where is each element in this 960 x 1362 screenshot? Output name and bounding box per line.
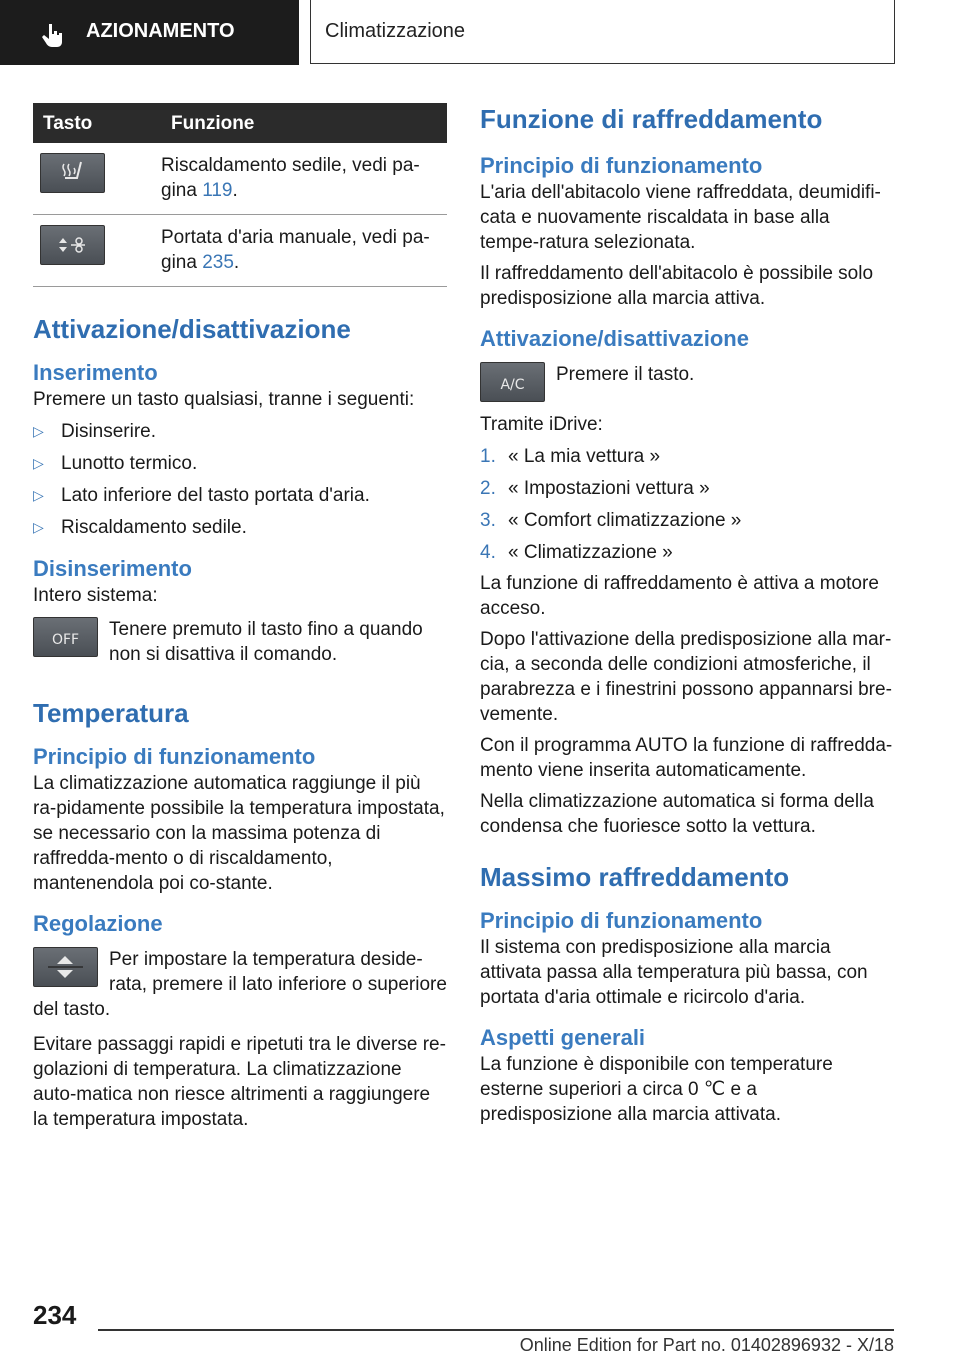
row-text: Riscaldamento sedile, vedi pa-gina: [161, 155, 420, 201]
paragraph: Il raffreddamento dell'abitacolo è possibile solo predisposizione alla marcia attiva.: [480, 263, 874, 309]
heading-raffreddamento: Funzione di raffreddamento: [480, 104, 823, 134]
right-column: [480, 103, 894, 1127]
section-label: AZIONAMENTO: [86, 20, 235, 42]
paragraph: Dopo l'attivazione della predisposizione alla mar-cia, a seconda delle condizioni atmosferiche, il parabrezza e i finestrini possono appannarsi bre-vemente.: [480, 629, 892, 725]
row-text: Portata d'aria manuale, vedi pa-gina: [161, 227, 430, 273]
evitare-text: Evitare passaggi rapidi e ripetuti tra le diverse re-golazioni di temperatura. La climatizzazione auto-matica non riesce altrimenti a raggiungere la temperatura impostata.: [33, 1034, 446, 1130]
table-row: Portata d'aria manuale, vedi pa-gina 235.: [33, 215, 447, 287]
header-title-box: [310, 0, 895, 64]
heading-regolazione: Regolazione: [33, 911, 163, 936]
paragraph: L'aria dell'abitacolo viene raffreddata, deumidifi-cata e nuovamente riscaldata in base alla tempe-ratura selezionata.: [480, 182, 881, 253]
list-item: 3. « Comfort climatizzazione »: [480, 510, 742, 531]
ac-key: A/C: [480, 362, 545, 402]
off-key: OFF: [33, 617, 98, 657]
air-flow-key: [40, 225, 105, 265]
paragraph: Con il programma AUTO la funzione di raffredda-mento viene inserita automaticamente.: [480, 735, 893, 781]
list-item: ▷ Lato inferiore del tasto portata d'aria.: [33, 485, 370, 506]
heading-principio: Principio di funzionamento: [480, 153, 763, 178]
page-number: 234: [33, 1300, 77, 1330]
tramite-text: Tramite iDrive:: [480, 414, 603, 435]
air-flow-icon: [41, 226, 104, 264]
header-section-tab: [0, 0, 299, 65]
key-function-table: [33, 103, 447, 287]
footer-divider: [98, 1329, 894, 1331]
triangle-bullet-icon: ▷: [33, 455, 44, 471]
page-link[interactable]: 235: [202, 252, 234, 273]
regolazione-text: Per impostare la temperatura deside-rata, premere il lato inferiore o superiore del tasto.: [33, 949, 447, 1020]
heading-inserimento: Inserimento: [33, 360, 158, 385]
list-item: 4. « Climatizzazione »: [480, 542, 673, 563]
paragraph: Il sistema con predisposizione alla marcia attivata passa alla temperatura più bassa, con portata d'aria ottimale e ricircolo d'aria.: [480, 937, 868, 1008]
list-item: 2. « Impostazioni vettura »: [480, 478, 710, 499]
temperature-key: [33, 947, 98, 987]
edition-note: Online Edition for Part no. 01402896932 - X/18: [519, 1335, 894, 1355]
chapter-title: Climatizzazione: [325, 20, 466, 42]
list-item: ▷ Lunotto termico.: [33, 453, 198, 474]
triangle-bullet-icon: ▷: [33, 519, 44, 535]
heading-principio: Principio di funzionamento: [480, 908, 763, 933]
up-down-arrows-icon: [34, 948, 97, 986]
page-link[interactable]: 119: [202, 180, 233, 201]
triangle-bullet-icon: ▷: [33, 423, 44, 439]
list-item: ▷ Disinserire.: [33, 421, 157, 442]
heading-massimo: Massimo raffreddamento: [480, 862, 790, 892]
seat-heating-icon: [41, 154, 104, 192]
heading-attivazione: Attivazione/disattivazione: [480, 326, 749, 351]
paragraph: Nella climatizzazione automatica si forma della condensa che fuoriesce sotto la vettura.: [480, 791, 874, 837]
principio-text: La climatizzazione automatica raggiunge il più ra-pidamente possibile la temperatura impostata, se necessario con la massima potenza di raffredda-mento o di riscaldamento, mantenendola poi co-stante.: [33, 773, 445, 894]
list-item: ▷ Riscaldamento sedile.: [33, 517, 247, 538]
heading-disinserimento: Disinserimento: [33, 556, 192, 581]
list-item: 1. « La mia vettura »: [480, 446, 661, 467]
paragraph: La funzione è disponibile con temperature esterne superiori a circa 0 ℃ e a predisposizione alla marcia attivata.: [480, 1054, 833, 1125]
left-column: [33, 103, 447, 1132]
off-instructions: Tenere premuto il tasto fino a quando non si disattiva il comando.: [109, 619, 423, 665]
inserimento-intro: Premere un tasto qualsiasi, tranne i seguenti:: [33, 389, 415, 410]
column-header-tasto: Tasto: [33, 103, 135, 143]
hand-pointer-icon: [40, 22, 66, 48]
seat-heating-key: [40, 153, 105, 193]
heading-temperatura: Temperatura: [33, 698, 189, 728]
paragraph: La funzione di raffreddamento è attiva a motore acceso.: [480, 573, 879, 619]
table-row: Riscaldamento sedile, vedi pa-gina 119.: [33, 143, 447, 215]
column-header-funzione: Funzione: [135, 103, 447, 143]
intero-sistema: Intero sistema:: [33, 585, 158, 606]
heading-aspetti: Aspetti generali: [480, 1025, 646, 1050]
heading-principio: Principio di funzionamento: [33, 744, 316, 769]
heading-attivazione: Attivazione/disattivazione: [33, 314, 351, 344]
premere-text: Premere il tasto.: [556, 364, 695, 385]
triangle-bullet-icon: ▷: [33, 487, 44, 503]
